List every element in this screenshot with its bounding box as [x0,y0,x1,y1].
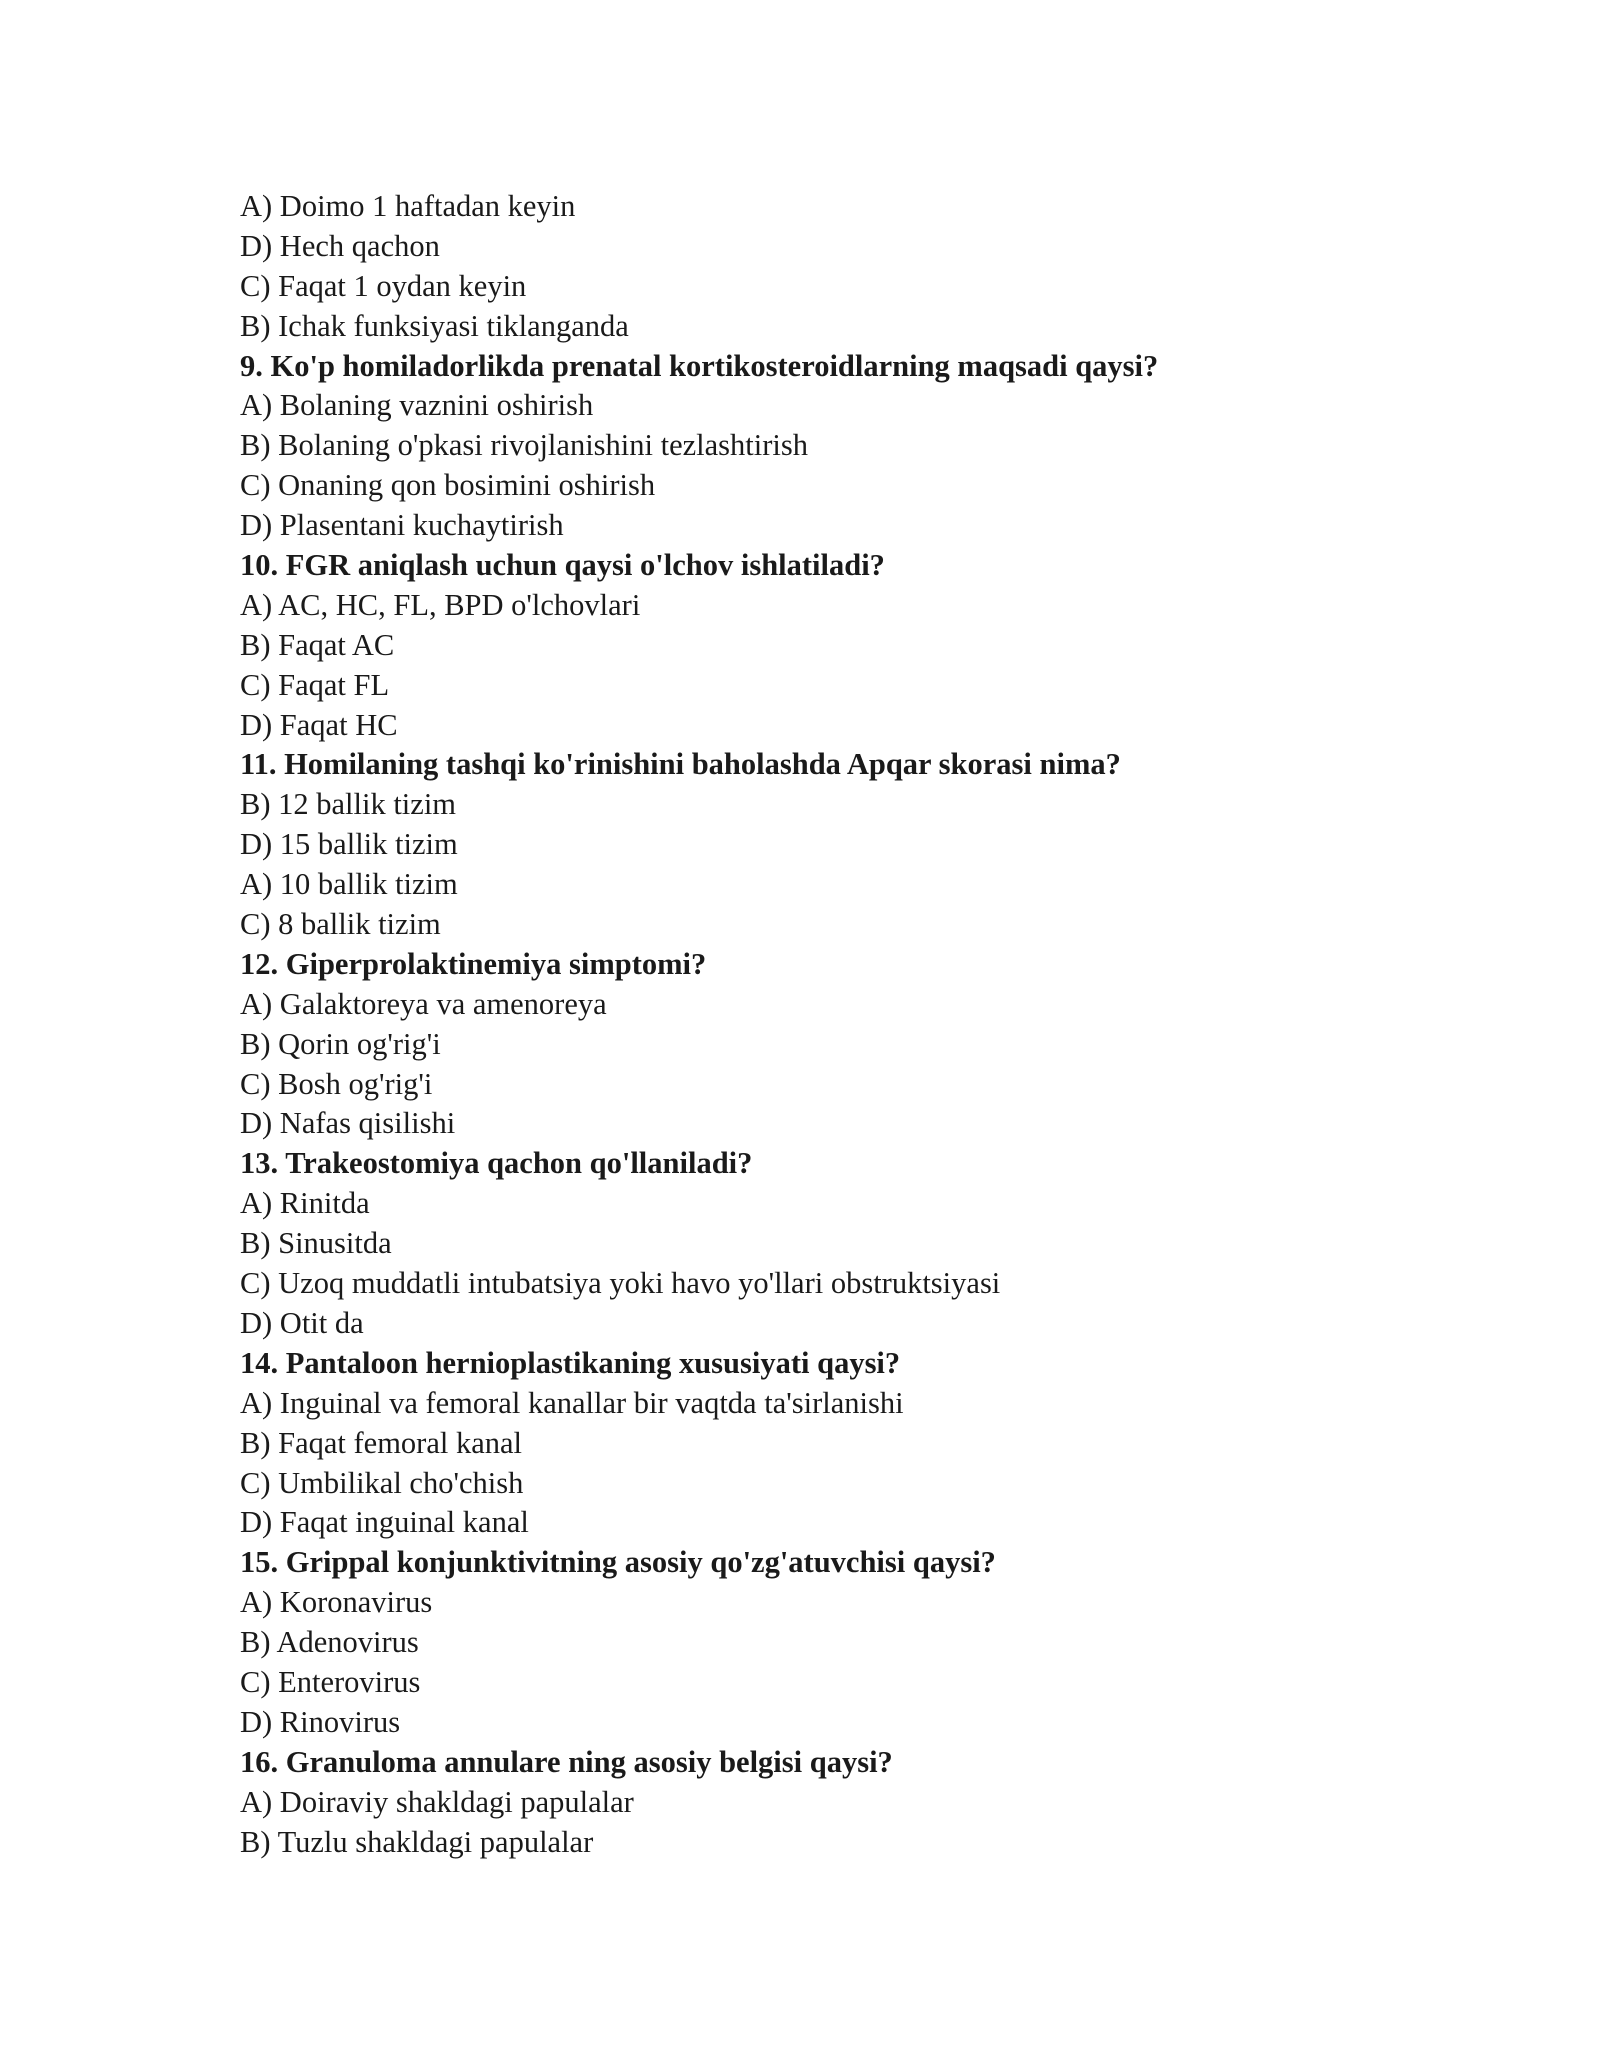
answer-option: A) AC, HC, FL, BPD o'lchovlari [240,587,641,622]
question-block [240,1144,1420,1343]
answer-option: C) Uzoq muddatli intubatsiya yoki havo yo'llari obstruktsiyasi [240,1266,1001,1301]
question-block [240,745,1420,944]
answer-option: A) Doimo 1 haftadan keyin [240,189,576,223]
answer-option: D) Nafas qisilishi [240,1106,456,1141]
answer-option: B) Faqat AC [240,627,395,662]
question-block [240,1743,1420,1863]
answer-option: A) Doiraviy shakldagi papulalar [240,1784,634,1819]
answer-option: D) Rinovirus [240,1704,401,1739]
answer-option: B) Bolaning o'pkasi rivojlanishini tezlashtirish [240,428,808,463]
answer-option: B) 12 ballik tizim [240,787,457,822]
answer-option: B) Qorin og'rig'i [240,1026,441,1061]
answer-option: C) Onaning qon bosimini oshirish [240,468,656,503]
question-block [240,945,1420,1144]
question-text: 10. FGR aniqlash uchun qaysi o'lchov ishlatiladi? [240,548,885,583]
leading-options-block [240,187,1420,347]
question-text: 13. Trakeostomiya qachon qo'llaniladi? [240,1146,753,1181]
answer-option: C) Bosh og'rig'i [240,1066,433,1101]
answer-option: D) Hech qachon [240,228,440,263]
answer-option: A) Rinitda [240,1186,370,1221]
question-block [240,1543,1420,1742]
answer-option: A) 10 ballik tizim [240,867,458,902]
answer-option: A) Bolaning vaznini oshirish [240,388,594,423]
quiz-content [240,187,1420,1862]
question-text: 15. Grippal konjunktivitning asosiy qo'zg'atuvchisi qaysi? [240,1545,996,1580]
question-text: 14. Pantaloon hernioplastikaning xususiyati qaysi? [240,1345,901,1380]
question-text: 16. Granuloma annulare ning asosiy belgisi qaysi? [240,1744,893,1779]
answer-option: D) Otit da [240,1305,364,1340]
answer-option: C) Enterovirus [240,1664,421,1699]
answer-option: C) Umbilikal cho'chish [240,1465,524,1500]
question-text: 12. Giperprolaktinemiya simptomi? [240,946,707,981]
answer-option: B) Adenovirus [240,1625,419,1660]
question-block [240,347,1420,546]
question-text: 11. Homilaning tashqi ko'rinishini baholashda Apqar skorasi nima? [240,747,1121,782]
answer-option: B) Sinusitda [240,1226,392,1261]
answer-option: B) Ichak funksiyasi tiklanganda [240,308,629,343]
answer-option: A) Koronavirus [240,1585,433,1620]
answer-option: D) Faqat inguinal kanal [240,1505,529,1540]
question-text: 9. Ko'p homiladorlikda prenatal kortikosteroidlarning maqsadi qaysi? [240,348,1159,383]
question-block [240,546,1420,745]
answer-option: C) Faqat FL [240,667,390,702]
answer-option: A) Inguinal va femoral kanallar bir vaqtda ta'sirlanishi [240,1385,904,1420]
answer-option: D) Faqat HC [240,707,398,742]
answer-option: C) 8 ballik tizim [240,907,441,942]
answer-option: B) Faqat femoral kanal [240,1425,523,1460]
answer-option: A) Galaktoreya va amenoreya [240,986,607,1021]
answer-option: C) Faqat 1 oydan keyin [240,268,527,303]
answer-option: B) Tuzlu shakldagi papulalar [240,1824,594,1859]
question-block [240,1344,1420,1543]
answer-option: D) 15 ballik tizim [240,827,458,862]
answer-option: D) Plasentani kuchaytirish [240,508,564,543]
